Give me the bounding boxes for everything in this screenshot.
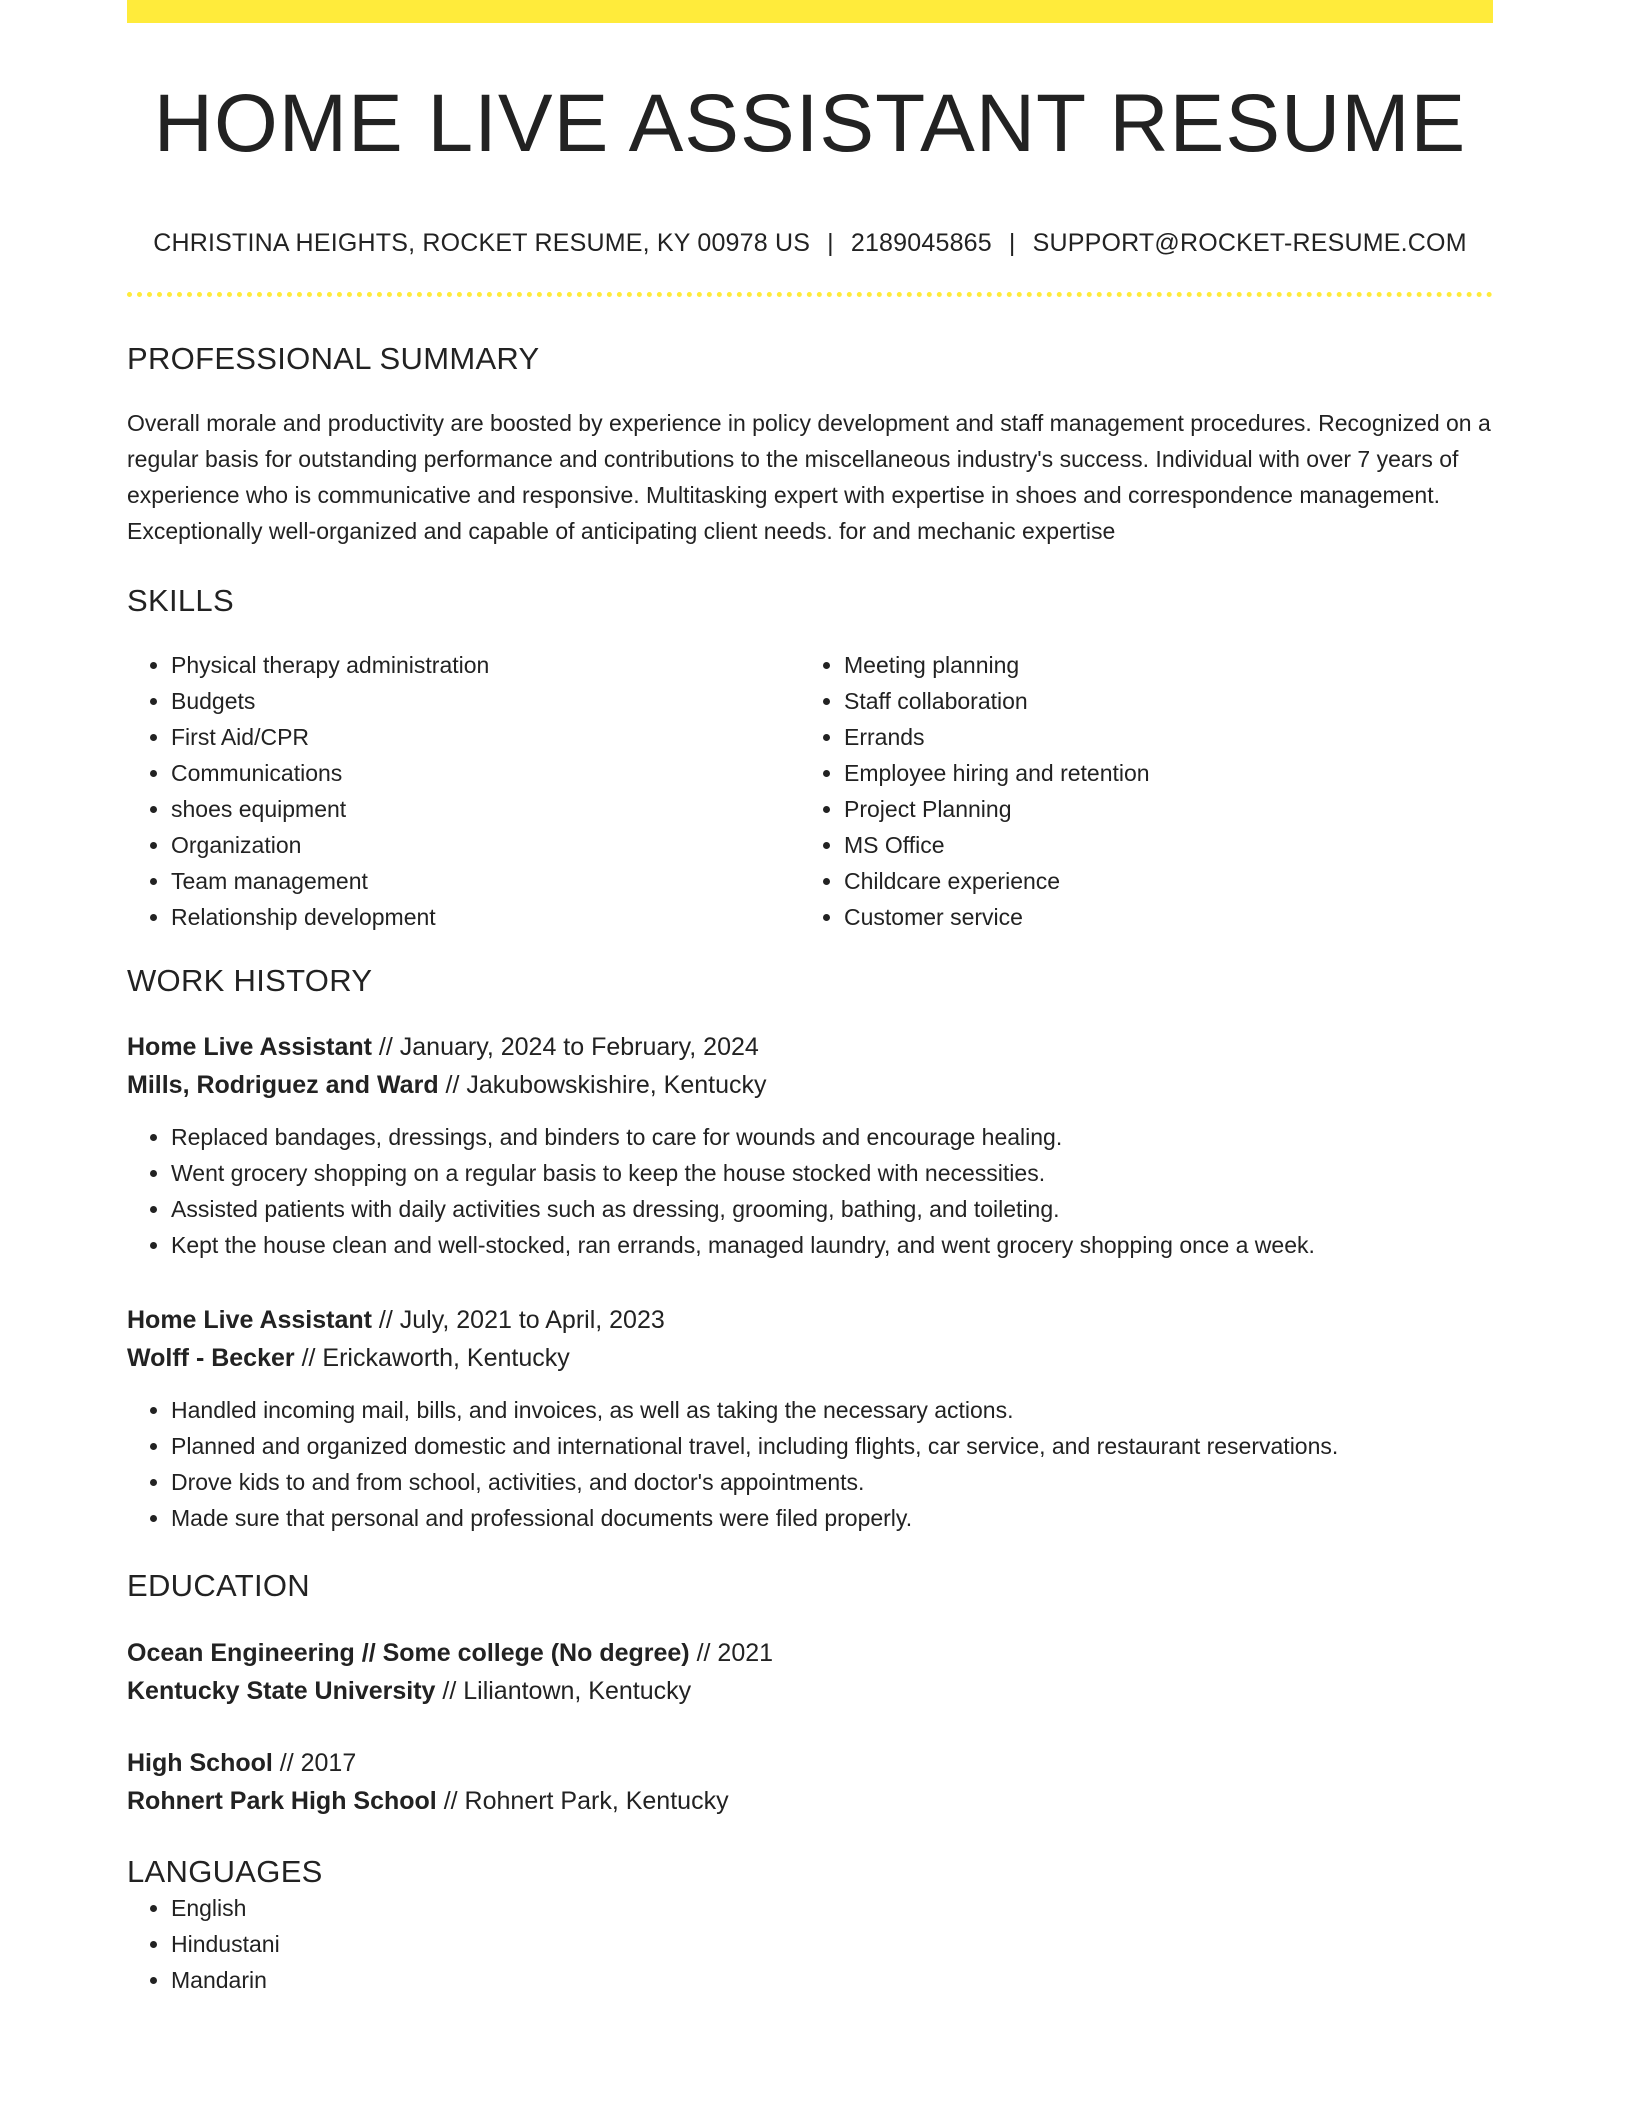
job-bullet: • Kept the house clean and well-stocked, ran errands, managed laundry, and went grocery shopping once a week. bbox=[171, 1227, 1493, 1263]
resume-title: HOME LIVE ASSISTANT RESUME bbox=[153, 78, 1467, 169]
education-degree: High School bbox=[127, 1749, 273, 1778]
contact-separator: | bbox=[827, 229, 834, 258]
education-school-line bbox=[127, 1672, 1493, 1710]
education-location: // Liliantown, Kentucky bbox=[435, 1677, 692, 1706]
skill-item: • Errands bbox=[844, 719, 1473, 755]
work-history-heading: WORK HISTORY bbox=[127, 963, 373, 999]
skill-item: • Meeting planning bbox=[844, 647, 1473, 683]
education-entry bbox=[127, 1744, 1493, 1820]
job-company: Wolff - Becker bbox=[127, 1344, 295, 1373]
skill-item: • First Aid/CPR bbox=[171, 719, 800, 755]
job-bullet: • Made sure that personal and professional documents were filed properly. bbox=[171, 1500, 1493, 1536]
skill-item: • Communications bbox=[171, 755, 800, 791]
skill-item: • Physical therapy administration bbox=[171, 647, 800, 683]
skills-column-left bbox=[127, 647, 800, 935]
contact-address: CHRISTINA HEIGHTS, ROCKET RESUME, KY 00978 US bbox=[153, 229, 811, 258]
skill-item: • Team management bbox=[171, 863, 800, 899]
job-role: Home Live Assistant bbox=[127, 1306, 372, 1335]
skill-item: • Relationship development bbox=[171, 899, 800, 935]
job-bullet: • Drove kids to and from school, activities, and doctor's appointments. bbox=[171, 1464, 1493, 1500]
job-location: // Erickaworth, Kentucky bbox=[294, 1344, 570, 1373]
job-entry bbox=[127, 1301, 1493, 1536]
skills-column-right bbox=[800, 647, 1473, 935]
resume-page bbox=[127, 0, 1493, 1998]
job-dates: // July, 2021 to April, 2023 bbox=[371, 1306, 665, 1335]
skill-item: • Organization bbox=[171, 827, 800, 863]
education-location: // Rohnert Park, Kentucky bbox=[436, 1787, 729, 1816]
job-role-line bbox=[127, 1028, 1493, 1066]
job-company-line bbox=[127, 1339, 1493, 1377]
accent-top-bar bbox=[127, 0, 1493, 23]
job-bullet: • Assisted patients with daily activities such as dressing, grooming, bathing, and toileting. bbox=[171, 1191, 1493, 1227]
skills-list bbox=[127, 647, 1493, 935]
job-bullets bbox=[127, 1392, 1493, 1536]
education-year: // 2017 bbox=[272, 1749, 357, 1778]
summary-heading: PROFESSIONAL SUMMARY bbox=[127, 341, 540, 377]
job-bullet: • Planned and organized domestic and international travel, including flights, car service, and restaurant reservations. bbox=[171, 1428, 1493, 1464]
education-degree-line bbox=[127, 1634, 1493, 1672]
job-role-line bbox=[127, 1301, 1493, 1339]
job-company-line bbox=[127, 1066, 1493, 1104]
skill-item: • Project Planning bbox=[844, 791, 1473, 827]
languages-list bbox=[127, 1890, 1493, 1998]
education-school: Rohnert Park High School bbox=[127, 1787, 437, 1816]
skill-item: • Budgets bbox=[171, 683, 800, 719]
job-company: Mills, Rodriguez and Ward bbox=[127, 1071, 439, 1100]
education-school: Kentucky State University bbox=[127, 1677, 436, 1706]
job-bullets bbox=[127, 1119, 1493, 1263]
education-school-line bbox=[127, 1782, 1493, 1820]
job-location: // Jakubowskishire, Kentucky bbox=[438, 1071, 767, 1100]
skill-item: • MS Office bbox=[844, 827, 1473, 863]
education-year: // 2021 bbox=[689, 1639, 774, 1668]
skills-heading: SKILLS bbox=[127, 583, 234, 619]
education-entry bbox=[127, 1634, 1493, 1710]
contact-line bbox=[127, 229, 1493, 258]
job-role: Home Live Assistant bbox=[127, 1033, 372, 1062]
education-degree: Ocean Engineering // Some college (No degree) bbox=[127, 1639, 690, 1668]
languages-heading: LANGUAGES bbox=[127, 1854, 323, 1890]
contact-phone: 2189045865 bbox=[850, 229, 992, 258]
skill-item: • Childcare experience bbox=[844, 863, 1473, 899]
skill-item: • Customer service bbox=[844, 899, 1473, 935]
language-item: • English bbox=[171, 1890, 1493, 1926]
job-bullet: • Replaced bandages, dressings, and binders to care for wounds and encourage healing. bbox=[171, 1119, 1493, 1155]
language-item: • Mandarin bbox=[171, 1962, 1493, 1998]
summary-text: Overall morale and productivity are boosted by experience in policy development and staff management procedures. Recognized on a regular basis for outstanding performance and contributions to the miscellaneous industry's success. Individual with over 7 years of experience who is communicative and responsive. Multitasking expert with expertise in shoes and correspondence management. Exceptionally well-organized and capable of anticipating client needs. for and mechanic expertise bbox=[127, 410, 1491, 545]
job-dates: // January, 2024 to February, 2024 bbox=[371, 1033, 759, 1062]
skill-item: • Employee hiring and retention bbox=[844, 755, 1473, 791]
job-bullet: • Handled incoming mail, bills, and invoices, as well as taking the necessary actions. bbox=[171, 1392, 1493, 1428]
skill-item: • Staff collaboration bbox=[844, 683, 1473, 719]
dotted-divider bbox=[127, 292, 1493, 297]
skill-item: • shoes equipment bbox=[171, 791, 800, 827]
contact-separator: | bbox=[1008, 229, 1016, 258]
job-bullet: • Went grocery shopping on a regular basis to keep the house stocked with necessities. bbox=[171, 1155, 1493, 1191]
education-heading: EDUCATION bbox=[127, 1568, 310, 1604]
education-degree-line bbox=[127, 1744, 1493, 1782]
language-item: • Hindustani bbox=[171, 1926, 1493, 1962]
contact-email: SUPPORT@ROCKET-RESUME.COM bbox=[1032, 229, 1467, 258]
job-entry bbox=[127, 1028, 1493, 1263]
